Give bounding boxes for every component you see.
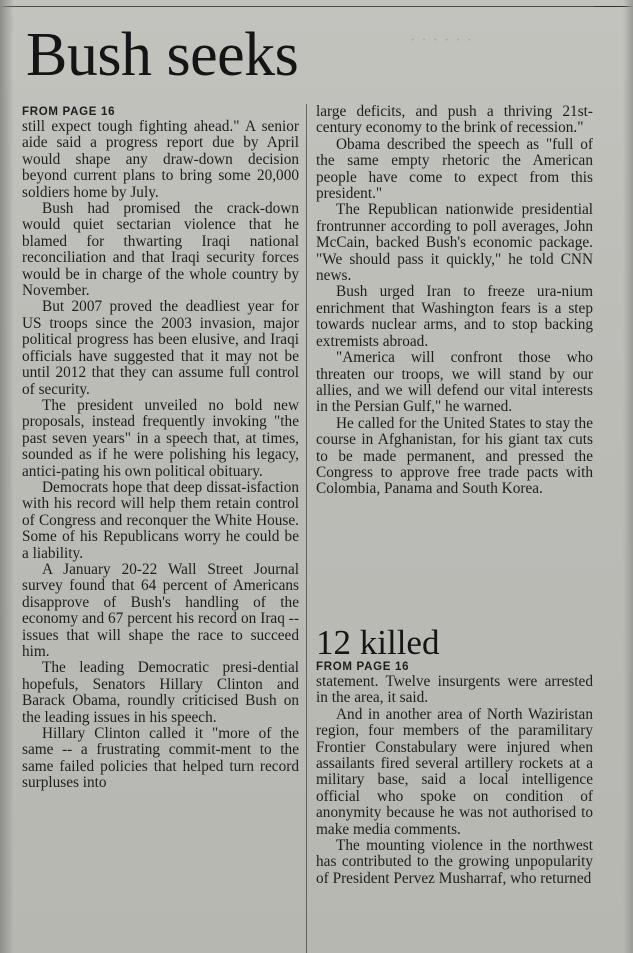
paragraph: Democrats hope that deep dissat-isfaction with his record will help them retain control of Congress and reconquer the White House. Some of his Republicans worry he could be a liability. [22,478,299,562]
page-shadow-left [0,0,14,953]
paragraph: Obama described the speech as "full of the same empty rhetoric the American people have come to expect from this president." [316,135,593,203]
paragraph: Hillary Clinton called it "more of the same -- a frustrating commit-ment to the same failed policies that helped turn record surpluses into [22,725,299,792]
second-article-headline: 12 killed [316,625,440,662]
article-column-1 [22,106,299,953]
bleed-through-text: · · · · · · [410,32,473,49]
article-headline: Bush seeks [26,21,299,89]
paragraph: still expect tough fighting ahead." A senior aide said a progress report due by April would shape any draw-down decision beyond current plans to bring some 20,000 soldiers home by July. [22,118,299,201]
paragraph: And in another area of North Waziristan region, four members of the paramilitary Frontier Constabulary were injured when assailants fired several artillery rockets at a military base, said a local intelligence official who spoke on condition of anonymity because he was not authorised to make media comments. [316,705,593,838]
paragraph: But 2007 proved the deadliest year for US troops since the 2003 invasion, major political progress has been elusive, and Iraqi officials have suggested that it may not be until 2012 that they can assume full control of security. [22,298,299,398]
page-shadow-right [623,0,633,953]
continuation-kicker: FROM PAGE 16 [316,661,410,673]
paragraph: He called for the United States to stay the course in Afghanistan, for his giant tax cuts to be made permanent, and pressed the Congress to approve free trade pacts with Colombia, Panama and South Korea. [316,414,593,498]
paragraph: The president unveiled no bold new proposals, instead frequently invoking "the past seven years" in a speech that, at times, sounded as if he were polishing his legacy, antici-pating his own political obituary. [22,396,299,480]
continuation-kicker: FROM PAGE 16 [22,106,116,118]
paragraph: large deficits, and push a thriving 21st-century economy to the brink of recession." [316,104,593,137]
article-column-2 [316,104,593,624]
paragraph: The leading Democratic presi-dential hopefuls, Senators Hillary Clinton and Barack Obama, roundly criticised Bush on the leading issues in his speech. [22,659,299,726]
paragraph: Bush had promised the crack-down would quiet sectarian violence that he blamed for thwarting Iraqi national reconciliation and that Iraqi security forces would be in charge of the whole country by November. [22,200,299,300]
paragraph: statement. Twelve insurgents were arrested in the area, it said. [316,673,593,707]
paragraph: Bush urged Iran to freeze ura-nium enrichment that Washington fears is a step towards nuclear arms, and to stop backing extremists abroad. [316,283,593,350]
paragraph: "America will confront those who threaten our troops, we will stand by our allies, and we will defend our vital interests in the Persian Gulf," he warned. [316,349,593,416]
paragraph: A January 20-22 Wall Street Journal survey found that 64 percent of Americans disapprove of Bush's handling of the economy and 67 percent his record on Iraq -- issues that will shape the race to succeed him. [22,560,299,660]
second-article [316,625,593,953]
paragraph: The Republican nationwide presidential frontrunner according to poll averages, John McCain, backed Bush's economic package. "We should pass it quickly," he told CNN news. [316,201,593,285]
top-rule [0,6,633,7]
paragraph: The mounting violence in the northwest has contributed to the growing unpopularity of President Pervez Musharraf, who returned [316,837,593,887]
column-divider [306,104,307,953]
